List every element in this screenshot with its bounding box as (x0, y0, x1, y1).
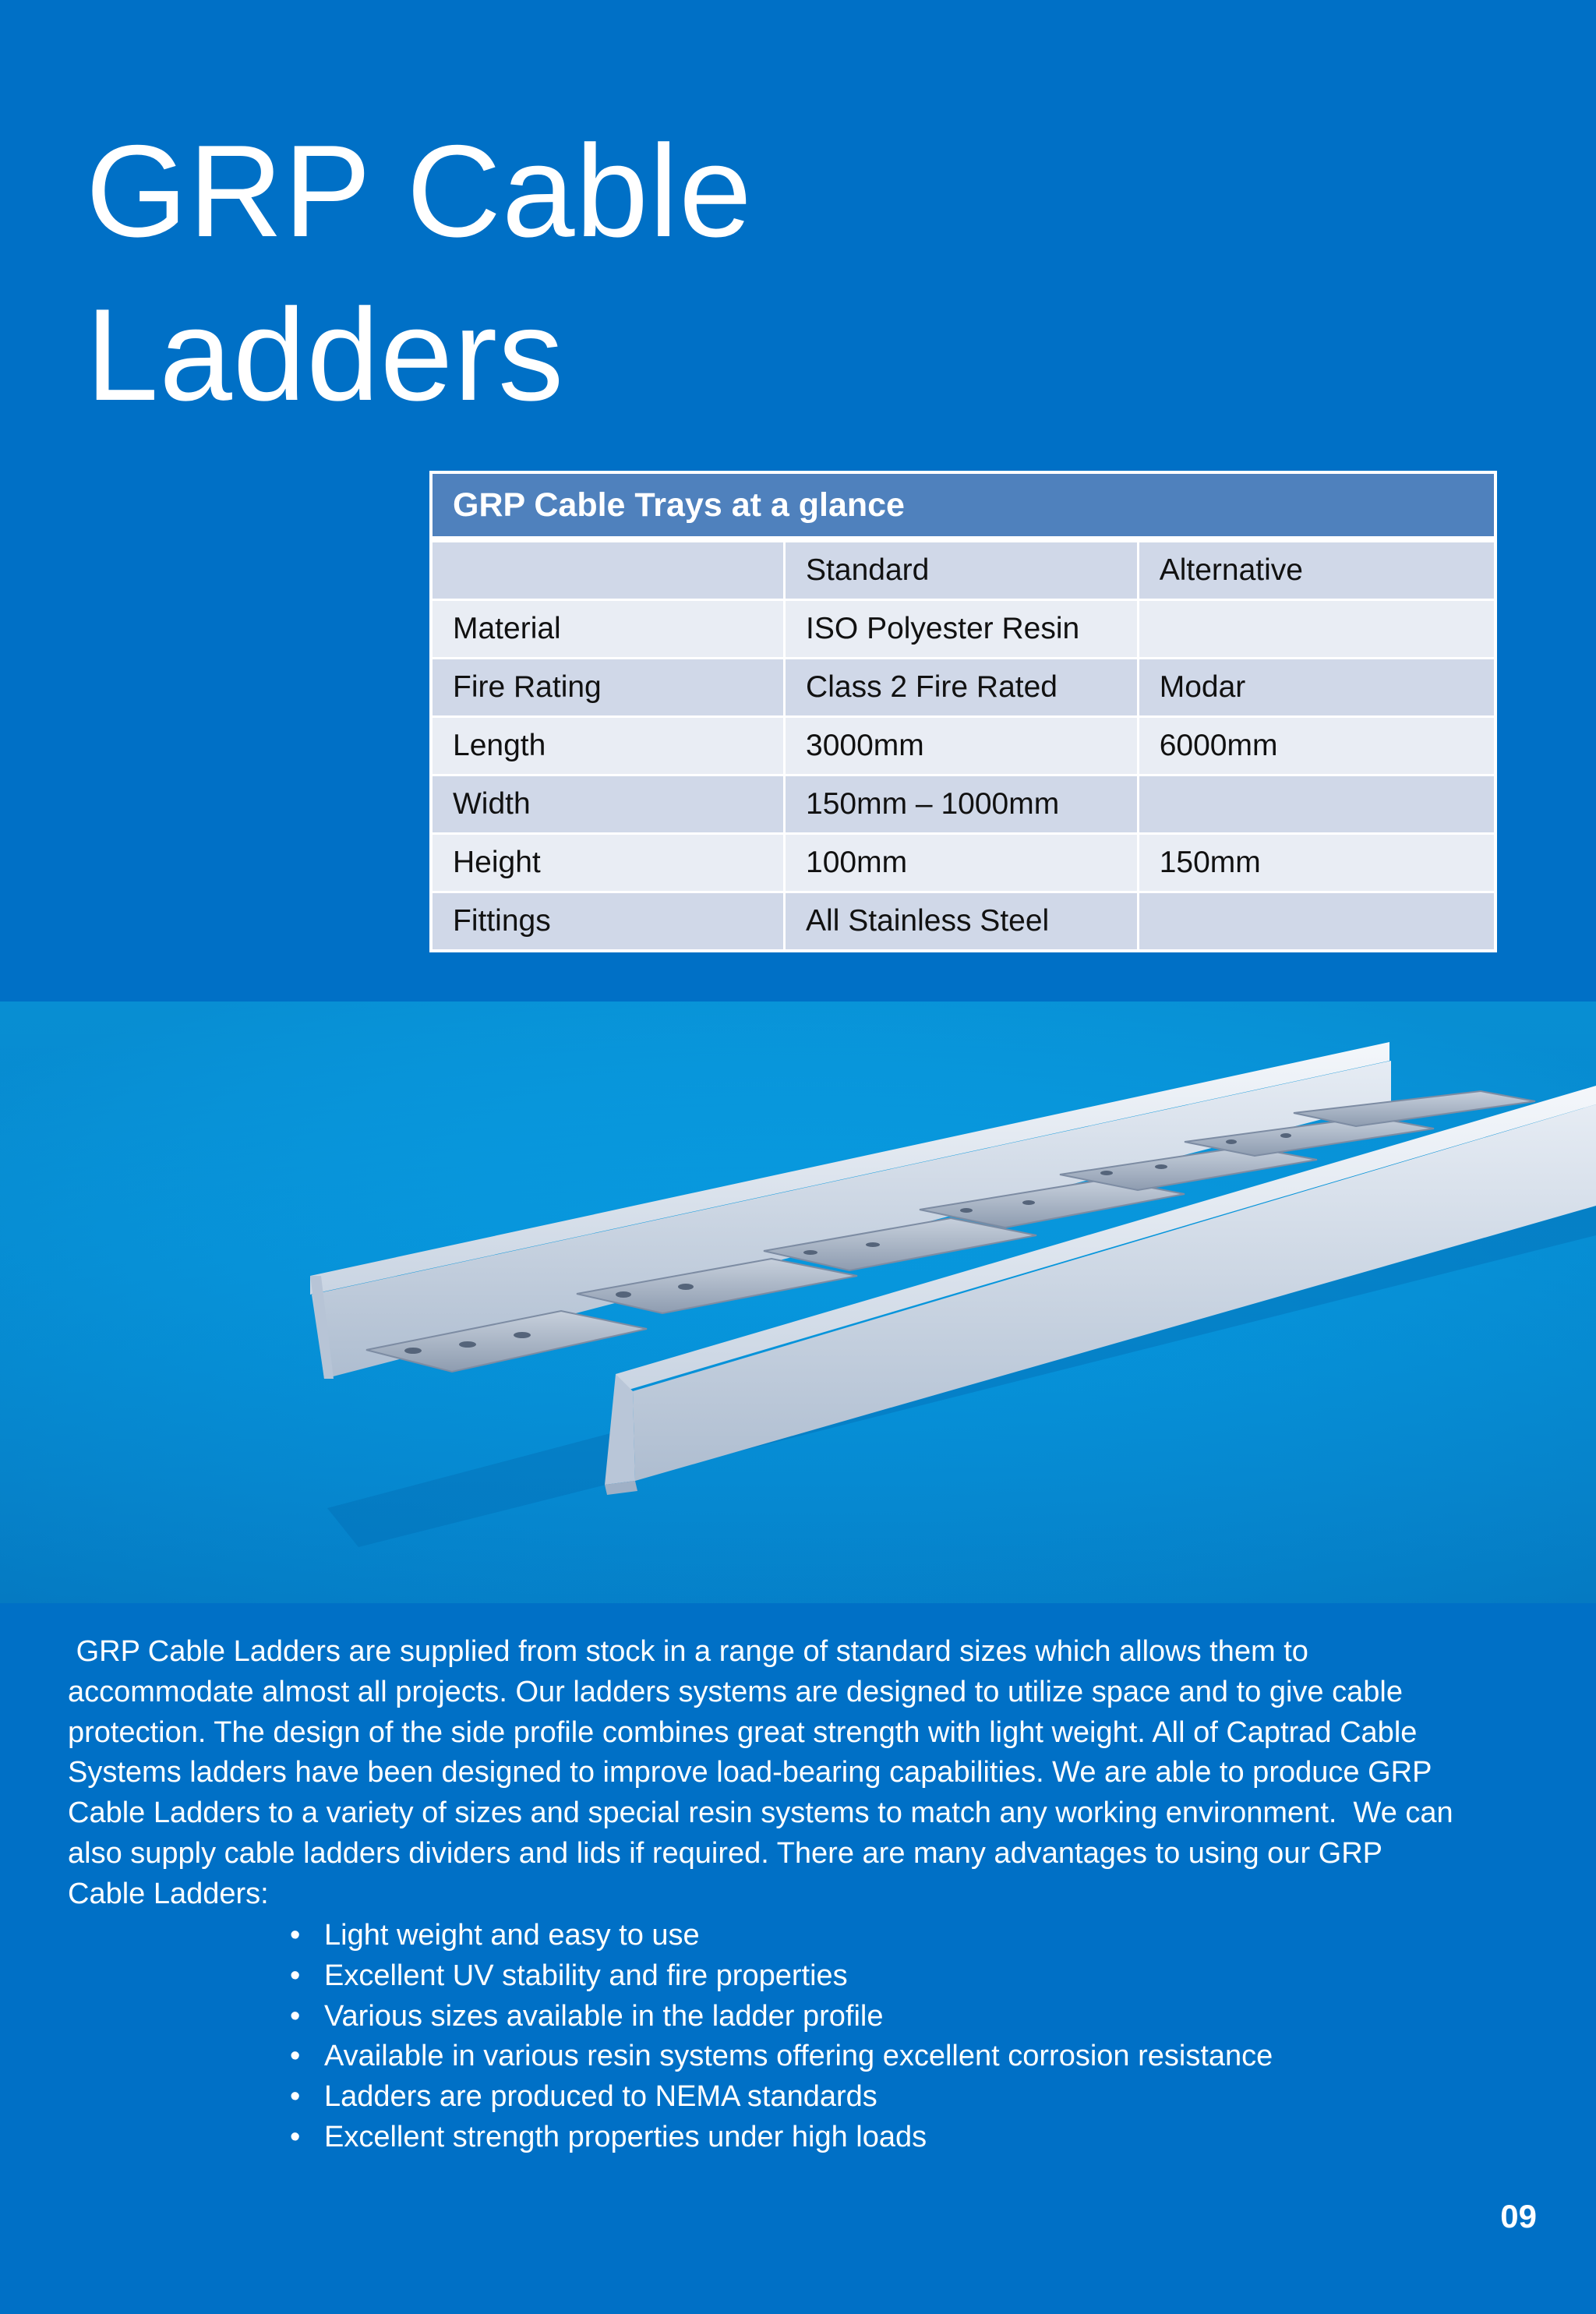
table-cell (1138, 775, 1495, 834)
page-number: 09 (1500, 2198, 1537, 2235)
page-title-line-1: GRP Cable (86, 118, 753, 264)
table-cell: 6000mm (1138, 717, 1495, 775)
table-cell: Modar (1138, 659, 1495, 717)
table-row (431, 775, 1495, 834)
list-item: • Light weight and easy to use (290, 1916, 1273, 1956)
cable-ladder-image (0, 1002, 1596, 1603)
table-header-cell: Alternative (1138, 539, 1495, 600)
table-cell: Length (431, 717, 785, 775)
description-text: GRP Cable Ladders are supplied from stock in a range of standard sizes which allows them to accommodate almost all projects. Our ladders systems are designed to utilize space and to give cable protection. The design of the side profile combines great strength with light weight. All of Captrad Cable Systems ladders have been designed to improve load-bearing capabilities. We are able to produce GRP Cable Ladders to a variety of sizes and special resin systems to match any working environment. We can also supply cable ladders dividers and lids if required. There are many advantages to using our GRP Cable Ladders: (68, 1635, 1453, 1910)
spec-table-caption-row (431, 472, 1495, 539)
table-cell: All Stainless Steel (785, 892, 1139, 952)
spec-table-caption: GRP Cable Trays at a glance (431, 472, 1495, 539)
table-cell (1138, 600, 1495, 659)
table-cell: 150mm – 1000mm (785, 775, 1139, 834)
list-item: • Excellent strength properties under high loads (290, 2118, 1273, 2158)
table-cell: Material (431, 600, 785, 659)
table-row (431, 892, 1495, 952)
table-row (431, 659, 1495, 717)
table-cell: Fittings (431, 892, 785, 952)
table-cell: 3000mm (785, 717, 1139, 775)
table-row (431, 834, 1495, 892)
table-cell (1138, 892, 1495, 952)
table-cell: Height (431, 834, 785, 892)
table-cell: 100mm (785, 834, 1139, 892)
table-row (431, 600, 1495, 659)
table-header-cell: Standard (785, 539, 1139, 600)
advantages-list (290, 1916, 1273, 2158)
page-title-line-2: Ladders (86, 281, 565, 428)
spec-table (429, 471, 1497, 952)
table-cell: ISO Polyester Resin (785, 600, 1139, 659)
table-cell: Width (431, 775, 785, 834)
list-item: • Various sizes available in the ladder profile (290, 1997, 1273, 2037)
page-title (86, 109, 753, 436)
table-cell: 150mm (1138, 834, 1495, 892)
table-cell: Class 2 Fire Rated (785, 659, 1139, 717)
table-row (431, 717, 1495, 775)
table-cell: Fire Rating (431, 659, 785, 717)
list-item: • Available in various resin systems offering excellent corrosion resistance (290, 2037, 1273, 2077)
list-item: • Excellent UV stability and fire properties (290, 1956, 1273, 1997)
table-header-cell (431, 539, 785, 600)
list-item: • Ladders are produced to NEMA standards (290, 2077, 1273, 2118)
spec-table-header-row (431, 539, 1495, 600)
